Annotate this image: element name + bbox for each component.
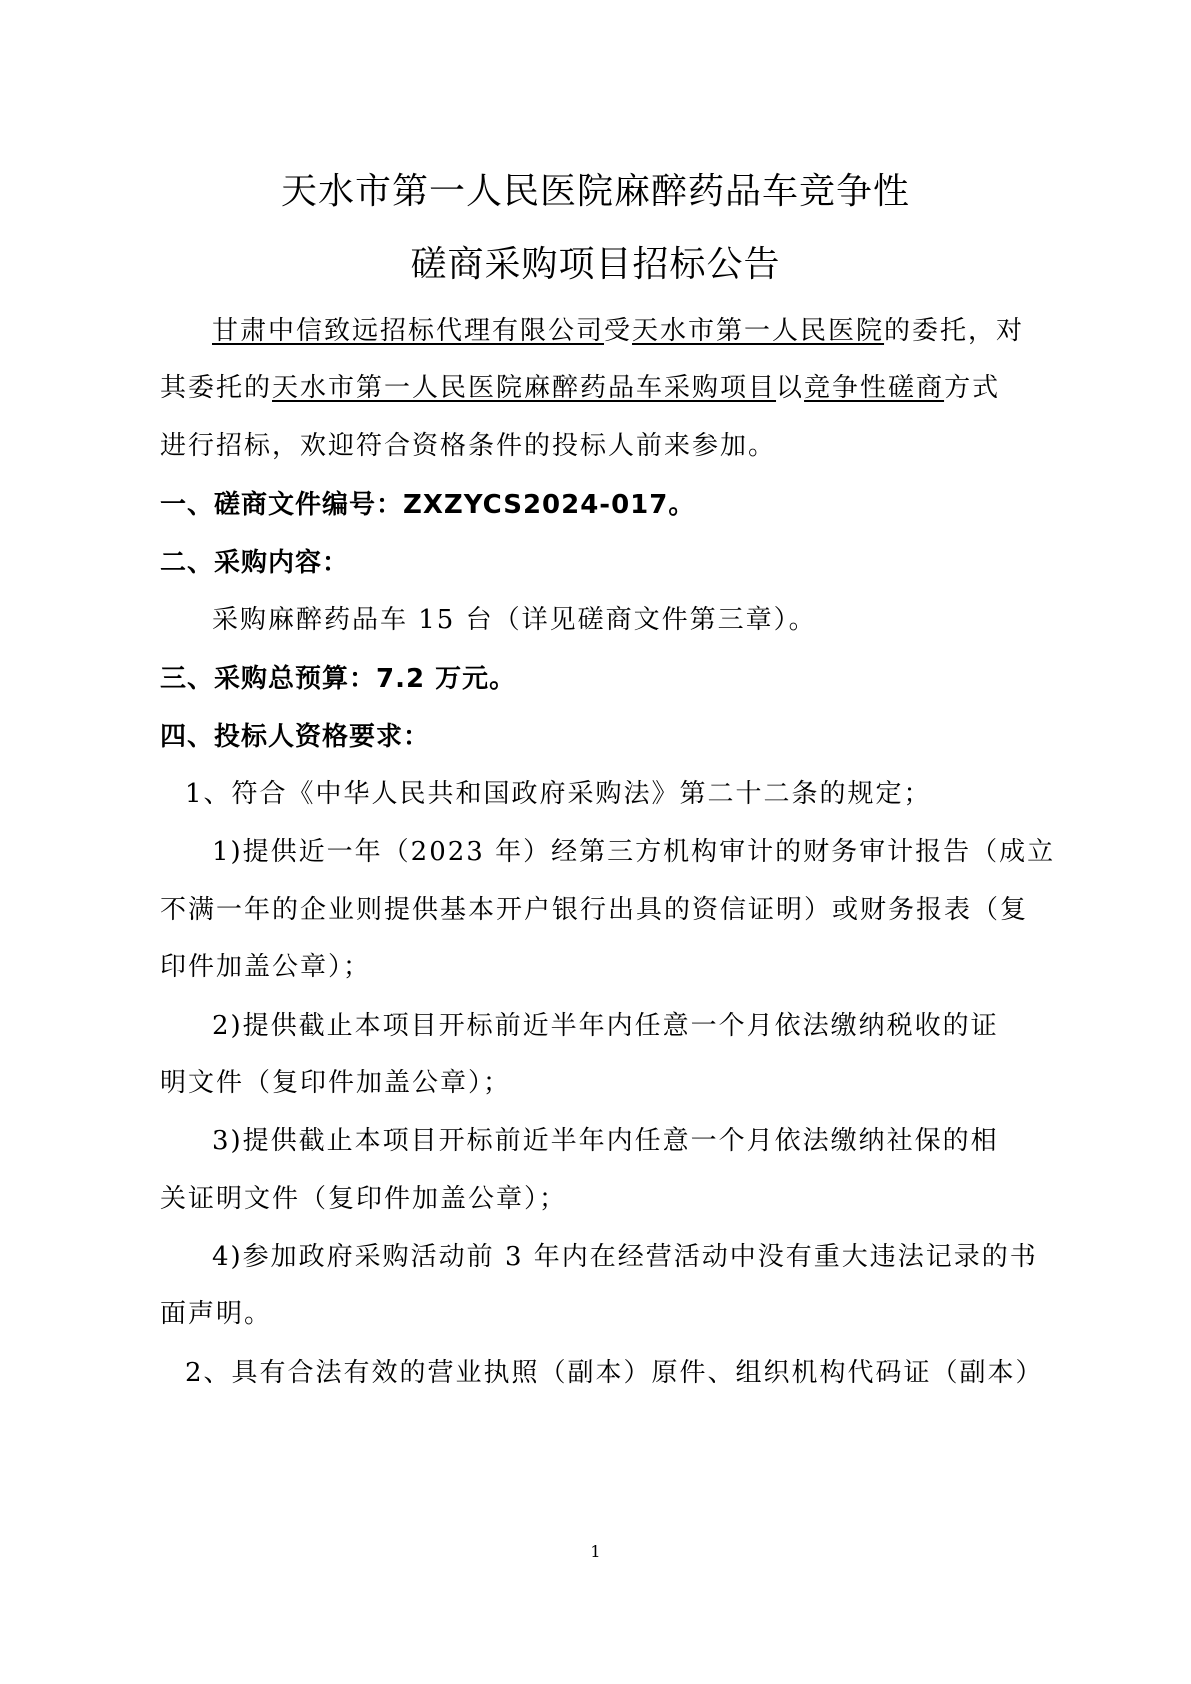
- requirement-1-4-line-2: 面声明。: [160, 1299, 273, 1329]
- section-3-heading: 三、采购总预算：7.2 万元。: [160, 664, 517, 694]
- intro-text-2: 的委托，对: [884, 316, 1025, 346]
- requirement-1-2-line-1: 2)提供截止本项目开标前近半年内任意一个月依法缴纳税收的证: [212, 1011, 999, 1041]
- requirement-1: 1、符合《中华人民共和国政府采购法》第二十二条的规定；: [185, 779, 932, 809]
- title-line-2: 磋商采购项目招标公告: [410, 244, 781, 285]
- requirement-1-2-line-2: 明文件（复印件加盖公章）；: [160, 1068, 512, 1098]
- intro-line-1: [212, 310, 1025, 347]
- requirement-2: 2、具有合法有效的营业执照（副本）原件、组织机构代码证（副本）: [185, 1358, 1044, 1388]
- intro-line-3: 进行招标，欢迎符合资格条件的投标人前来参加。: [160, 431, 777, 461]
- requirement-1-3-line-2: 关证明文件（复印件加盖公章）；: [160, 1184, 568, 1214]
- intro-text-1: 受: [604, 316, 633, 346]
- requirement-1-1-line-2: 不满一年的企业则提供基本开户银行出具的资信证明）或财务报表（复: [160, 895, 1029, 925]
- page-number: 1: [590, 1542, 601, 1561]
- requirement-1-3-line-1: 3)提供截止本项目开标前近半年内任意一个月依法缴纳社保的相: [212, 1126, 999, 1156]
- section-2-body: 采购麻醉药品车 15 台（详见磋商文件第三章）。: [212, 605, 817, 635]
- procurement-method: 竞争性磋商: [804, 373, 945, 403]
- intro-text-5: 方式: [944, 373, 1001, 403]
- requirement-1-1-line-3: 印件加盖公章）；: [160, 952, 372, 982]
- title-line-1: 天水市第一人民医院麻醉药品车竞争性: [280, 171, 910, 212]
- intro-text-4: 以: [776, 373, 805, 403]
- agent-name: 甘肃中信致远招标代理有限公司: [212, 316, 605, 346]
- requirement-1-1-line-1: 1)提供近一年（2023 年）经第三方机构审计的财务审计报告（成立: [212, 837, 1056, 867]
- client-name: 天水市第一人民医院: [632, 316, 885, 346]
- section-1-heading: 一、磋商文件编号：ZXZYCS2024-017。: [160, 490, 696, 520]
- section-2-heading: 二、采购内容：: [160, 548, 350, 578]
- intro-line-2: [160, 367, 1001, 404]
- section-4-heading: 四、投标人资格要求：: [160, 722, 431, 752]
- intro-text-3: 其委托的: [160, 373, 273, 403]
- project-name: 天水市第一人民医院麻醉药品车采购项目: [272, 373, 777, 403]
- requirement-1-4-line-1: 4)参加政府采购活动前 3 年内在经营活动中没有重大违法记录的书: [212, 1242, 1038, 1272]
